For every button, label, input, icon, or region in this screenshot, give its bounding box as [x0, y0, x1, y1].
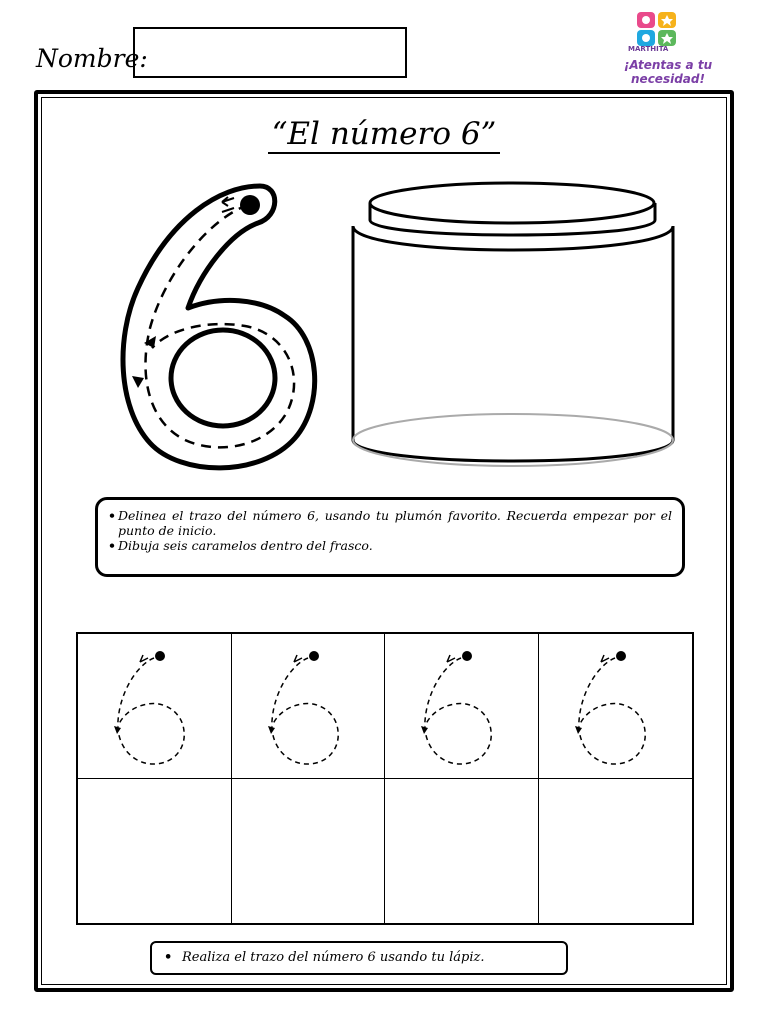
practice-cell[interactable] — [78, 779, 232, 924]
logo — [588, 10, 748, 86]
dotted-six-icon — [108, 646, 198, 776]
logo-brand: MARTHITA — [628, 45, 669, 53]
tracing-cell[interactable] — [385, 634, 539, 779]
tracing-cell[interactable] — [78, 634, 232, 779]
instruction-item: • Dibuja seis caramelos dentro del frasco. — [108, 538, 373, 553]
tracing-cell[interactable] — [232, 634, 386, 779]
instructions-box — [95, 497, 685, 577]
tracing-cell[interactable] — [539, 634, 693, 779]
bottom-instruction-text: Realiza el trazo del número 6 usando tu lápiz. — [182, 950, 485, 965]
practice-cell[interactable] — [539, 779, 693, 924]
page-title: “El número 6” — [0, 116, 768, 152]
name-field[interactable] — [133, 27, 407, 78]
logo-tagline: ¡Atentas a tu necesidad! — [623, 58, 713, 86]
practice-cell[interactable] — [232, 779, 386, 924]
dotted-six-icon — [262, 646, 352, 776]
practice-cell[interactable] — [385, 779, 539, 924]
number-six-tracing-icon — [110, 178, 330, 478]
name-label: Nombre: — [36, 44, 148, 73]
tracing-grid — [76, 632, 694, 925]
jar-drawing — [345, 178, 680, 483]
dotted-six-icon — [415, 646, 505, 776]
instruction-item: • Delinea el trazo del número 6, usando tu plumón favorito. Recuerda empezar por el punto de inicio. — [108, 508, 672, 538]
dotted-six-icon — [569, 646, 659, 776]
bottom-instruction-box: • Realiza el trazo del número 6 usando tu lápiz. — [150, 941, 568, 975]
